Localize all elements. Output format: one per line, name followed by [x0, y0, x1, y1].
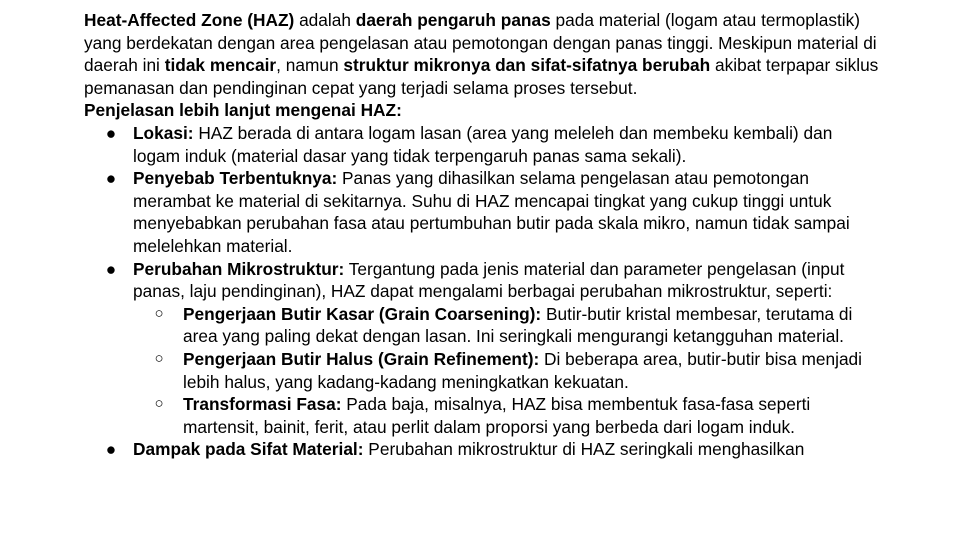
list-item-mikrostruktur: ● Perubahan Mikrostruktur: Tergantung pada jenis material dan parameter pengelasan (input panas, laju pendinginan), HAZ dapat mengalami berbagai perubahan mikrostruktur, seperti:: [105, 258, 845, 302]
circle-bullet-icon: ○: [154, 395, 164, 413]
bullet-icon: ●: [105, 168, 117, 189]
list-item-dampak: ● Dampak pada Sifat Material: Perubahan mikrostruktur di HAZ seringkali menghasilkan: [105, 439, 805, 460]
main-bullet-list-continued: [84, 438, 884, 461]
document-body: [84, 9, 884, 461]
term-haz: Heat-Affected Zone (HAZ): [84, 10, 295, 30]
bullet-icon: ●: [105, 122, 117, 143]
list-item-penyebab: ● Penyebab Terbentuknya: Panas yang dihasilkan selama pengelasan atau pemotongan merambat ke material di sekitarnya. Suhu di HAZ mencapai tingkat yang cukup tinggi untuk menyebabkan perubahan fasa atau pertumbuhan butir pada skala mikro, namun tidak sampai melelehkan material.: [105, 168, 850, 256]
list-item-lokasi: ● Lokasi: HAZ berada di antara logam lasan (area yang meleleh dan membeku kembali) dan logam induk (material dasar yang tidak terpengaruh panas sama sekali).: [105, 122, 833, 166]
section-heading: Penjelasan lebih lanjut mengenai HAZ:: [84, 100, 402, 121]
circle-bullet-icon: ○: [154, 349, 164, 367]
main-bullet-list: [84, 122, 884, 303]
bullet-icon: ●: [105, 439, 117, 460]
sub-item-grain-coarsening: ○ Pengerjaan Butir Kasar (Grain Coarsening): Butir-butir kristal membesar, terutama di area yang paling dekat dengan lasan. Ini seringkali mengurangi ketangguhan material.: [84, 303, 884, 348]
sub-item-transformasi-fasa: ○ Transformasi Fasa: Pada baja, misalnya, HAZ bisa membentuk fasa-fasa seperti martensit, bainit, ferit, atau perlit dalam proporsi yang berbeda dari logam induk.: [84, 393, 884, 438]
intro-paragraph: Heat-Affected Zone (HAZ) adalah daerah pengaruh panas pada material (logam atau termoplastik) yang berdekatan dengan area pengelasan atau pemotongan dengan panas tinggi. Meskipun material di daerah ini tidak mencair, namun struktur mikronya dan sifat-sifatnya berubah akibat terpapar siklus pemanasan dan pendinginan cepat yang terjadi selama proses tersebut.: [84, 10, 879, 98]
sub-item-grain-refinement: ○ Pengerjaan Butir Halus (Grain Refinement): Di beberapa area, butir-butir bisa menjadi lebih halus, yang kadang-kadang meningkatkan kekuatan.: [84, 348, 884, 393]
circle-bullet-icon: ○: [154, 304, 164, 322]
bullet-icon: ●: [105, 258, 117, 279]
sub-bullet-list: [84, 303, 884, 439]
